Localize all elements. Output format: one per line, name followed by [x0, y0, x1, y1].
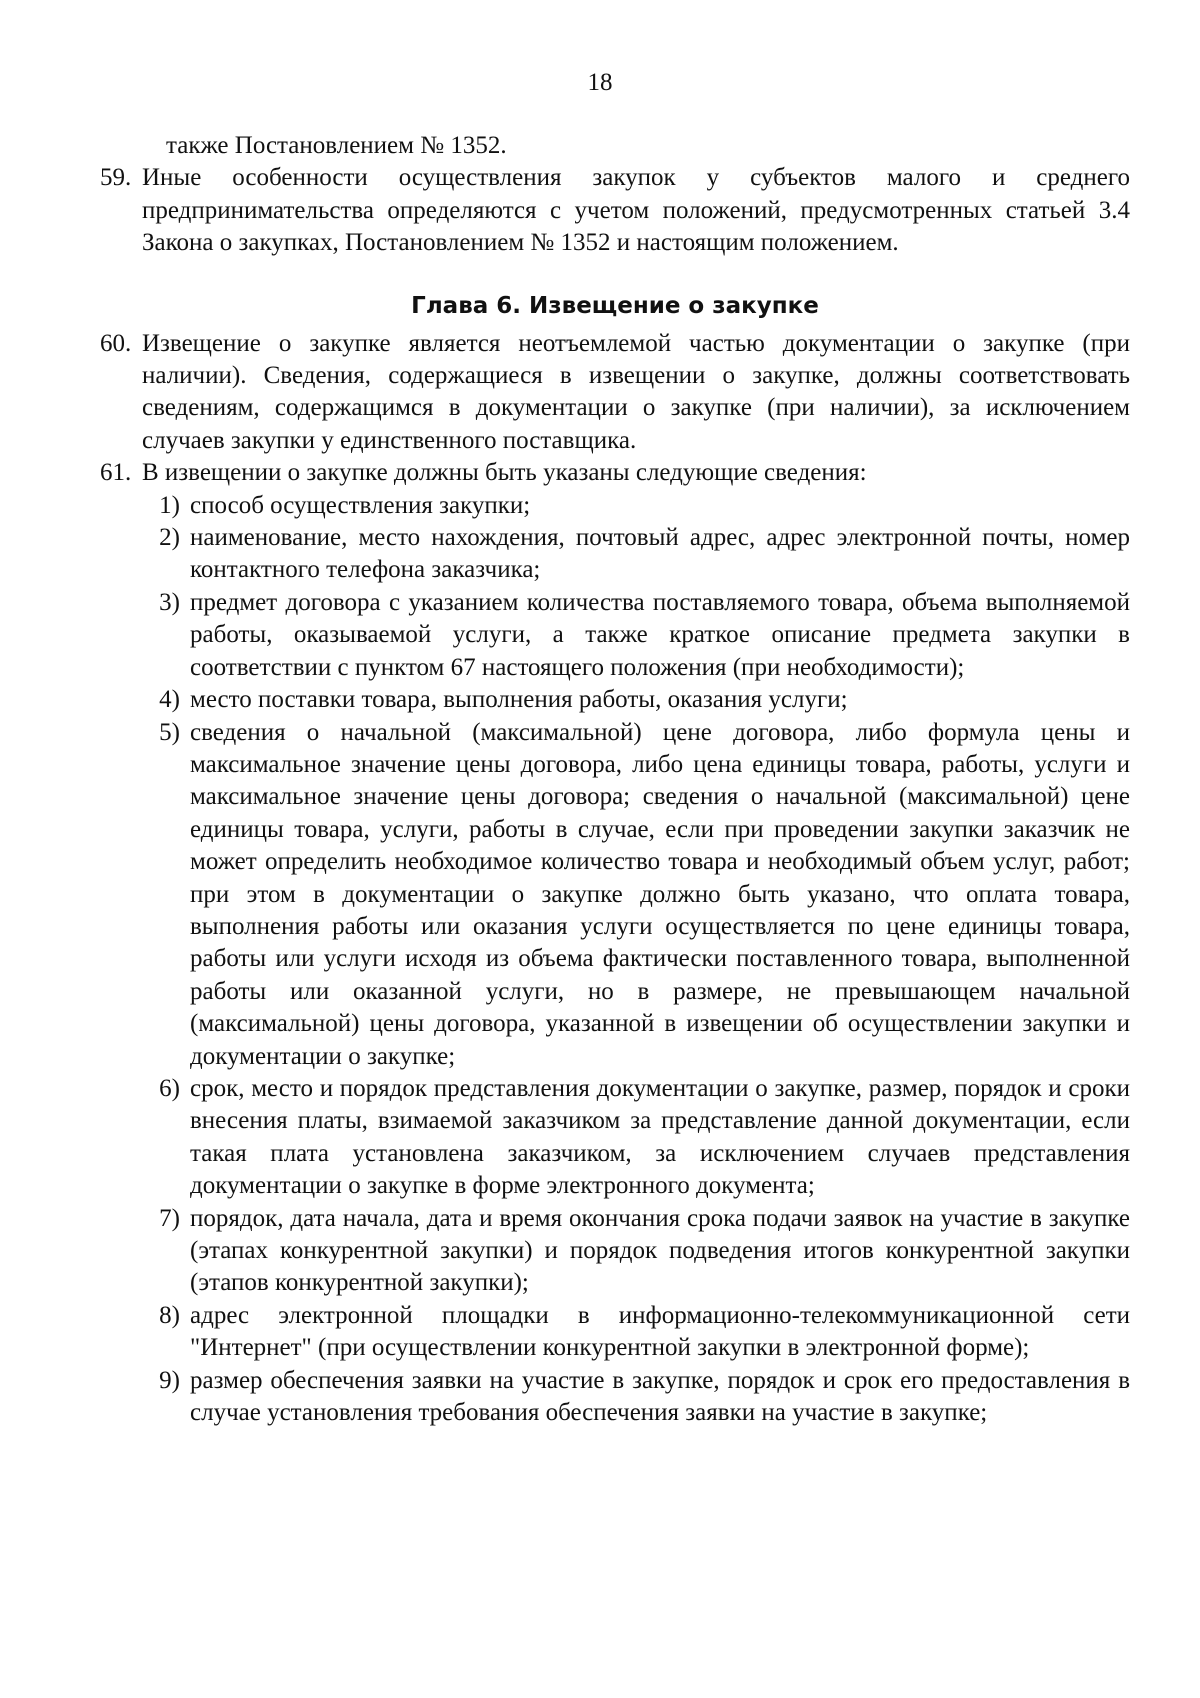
subitem-number: 3) — [159, 588, 180, 616]
clause-number: 60. — [100, 329, 132, 357]
clause-text: Извещение о закупке является неотъемлемой частью документации о закупке (при наличии). Сведения, содержащиеся в извещении о закупке, должны соответствовать сведениям, содержащимся в документации о закупке (при наличии), за исключением случаев закупки у единственного поставщика. — [142, 329, 1130, 454]
subitem — [140, 587, 1130, 684]
subitem-text: место поставки товара, выполнения работы, оказания услуги; — [190, 686, 848, 714]
subitem — [140, 684, 1130, 716]
subitem-number: 8) — [159, 1301, 180, 1329]
continuation-text: также Постановлением № 1352. — [166, 132, 507, 159]
subitem-number: 4) — [159, 686, 180, 714]
subitem-text: сведения о начальной (максимальной) цене договора, либо формула цены и максимальное значение цены договора, либо цена единицы товара, работы, услуги и максимальное значение цены договора; сведения о начальной (максимальной) цене единицы товара, услуги, работы в случае, если при проведении закупки заказчик не может определить необходимое количество товара и необходимый объем услуг, работ; при этом в документации о закупке должно быть указано, что оплата товара, выполнения работы или оказания услуги осуществляется по цене единицы товара, работы или услуги исходя из объема фактически поставленного товара, выполненной работы или оказанной услуги, но в размере, не превышающем начальной (максимальной) цены договора, указанной в извещении об осуществлении закупки и документации о закупке; — [190, 718, 1130, 1070]
subitem-number: 9) — [159, 1366, 180, 1394]
subitem-number: 7) — [159, 1204, 180, 1232]
document-body — [100, 130, 1130, 1429]
subitem-text: предмет договора с указанием количества поставляемого товара, объема выполняемой работы, оказываемой услуги, а также краткое описание предмета закупки в соответствии с пунктом 67 настоящего положения (при необходимости); — [190, 588, 1130, 681]
subitem-list — [140, 490, 1130, 1430]
page-number: 18 — [587, 69, 613, 96]
subitem — [140, 1365, 1130, 1430]
clause-number: 61. — [100, 459, 132, 487]
clause-61 — [100, 457, 1130, 489]
subitem-number: 5) — [159, 718, 180, 746]
subitem — [140, 717, 1130, 1073]
subitem — [140, 1203, 1130, 1300]
subitem-number: 2) — [159, 524, 180, 552]
clause-60 — [100, 328, 1130, 458]
subitem — [140, 490, 1130, 522]
subitem — [140, 1073, 1130, 1203]
chapter-heading: Глава 6. Извещение о закупке — [411, 292, 819, 319]
subitem-text: размер обеспечения заявки на участие в закупке, порядок и срок его предоставления в случае установления требования обеспечения заявки на участие в закупке; — [190, 1366, 1130, 1427]
subitem-text: порядок, дата начала, дата и время окончания срока подачи заявок на участие в закупке (этапах конкурентной закупки) и порядок подведения итогов конкурентной закупки (этапов конкурентной закупки); — [190, 1204, 1130, 1297]
subitem-number: 1) — [159, 491, 180, 519]
subitem — [140, 522, 1130, 587]
clause-number: 59. — [100, 164, 132, 192]
subitem-text: адрес электронной площадки в информационно-телекоммуникационной сети "Интернет" (при осуществлении конкурентной закупки в электронной форме); — [190, 1301, 1130, 1362]
clause-59 — [100, 162, 1130, 259]
clause-text: Иные особенности осуществления закупок у субъектов малого и среднего предпринимательства определяются с учетом положений, предусмотренных статьей 3.4 Закона о закупках, Постановлением № 1352 и настоящим положением. — [142, 164, 1130, 257]
subitem-text: способ осуществления закупки; — [190, 491, 531, 519]
clause-text: В извещении о закупке должны быть указаны следующие сведения: — [142, 459, 867, 487]
subitem-text: срок, место и порядок представления документации о закупке, размер, порядок и сроки внесения платы, взимаемой заказчиком за представление данной документации, если такая плата установлена заказчиком, за исключением случаев представления документации о закупке в форме электронного документа; — [190, 1074, 1130, 1200]
subitem — [140, 1300, 1130, 1365]
subitem-text: наименование, место нахождения, почтовый адрес, адрес электронной почты, номер контактного телефона заказчика; — [190, 524, 1130, 584]
subitem-number: 6) — [159, 1074, 180, 1102]
